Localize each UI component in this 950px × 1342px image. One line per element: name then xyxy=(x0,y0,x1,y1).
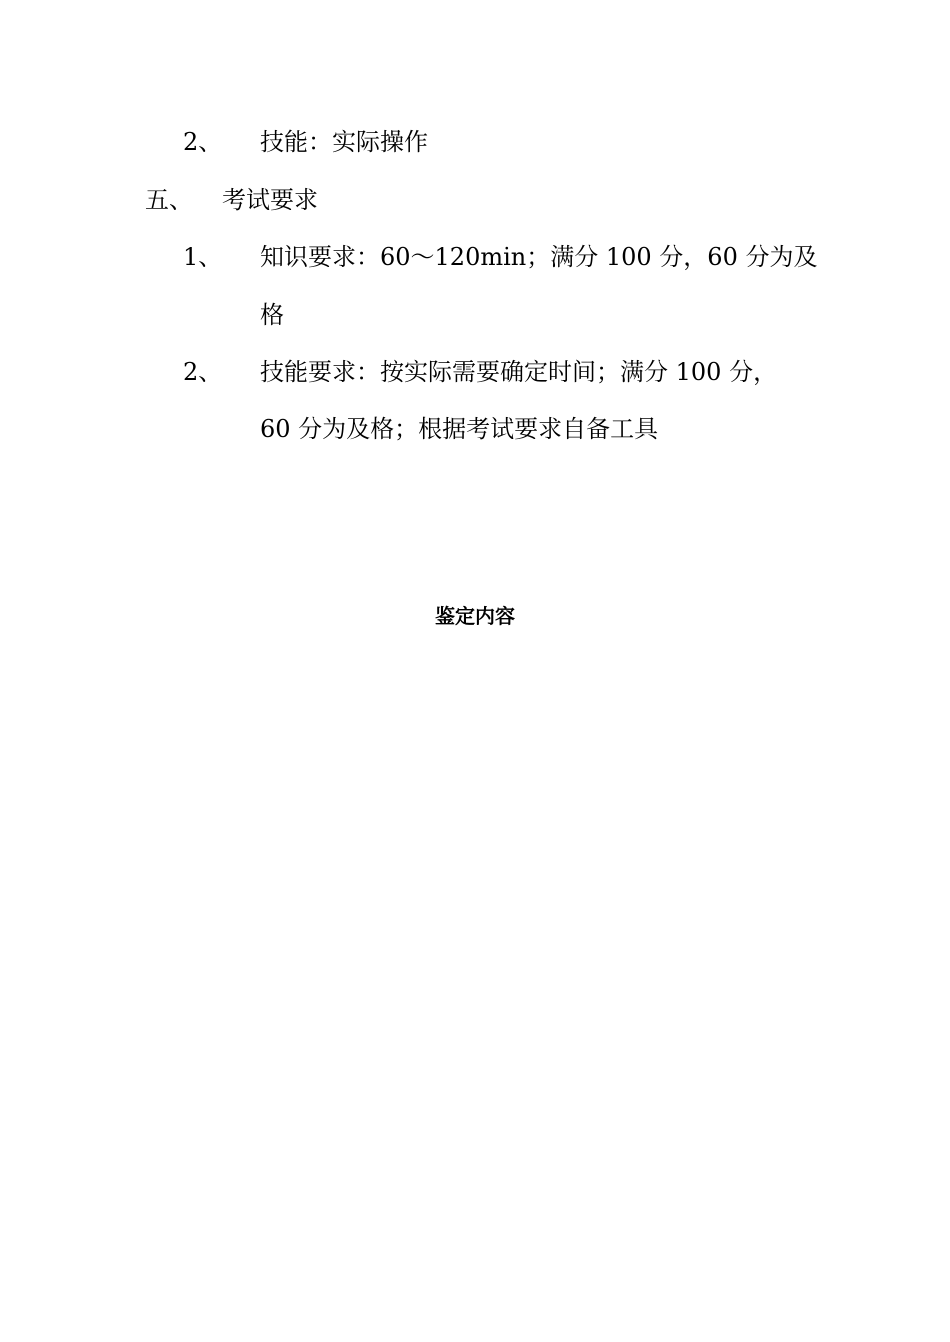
item-number: 2、 xyxy=(183,128,223,156)
section-title: 考试要求 xyxy=(222,186,318,214)
item-text-line-1: 技能要求：按实际需要确定时间；满分 100 分， xyxy=(260,358,778,386)
item-number: 2、 xyxy=(183,358,223,386)
section-number: 五、 xyxy=(145,186,193,214)
item-text-line-2: 格 xyxy=(260,301,284,329)
item-text: 技能：实际操作 xyxy=(260,128,428,156)
item-text-line-1: 知识要求：60～120min；满分 100 分，60 分为及 xyxy=(260,243,818,271)
item-number: 1、 xyxy=(183,243,223,271)
item-text-line-2: 60 分为及格；根据考试要求自备工具 xyxy=(260,415,659,443)
section-heading: 鉴定内容 xyxy=(435,604,515,628)
